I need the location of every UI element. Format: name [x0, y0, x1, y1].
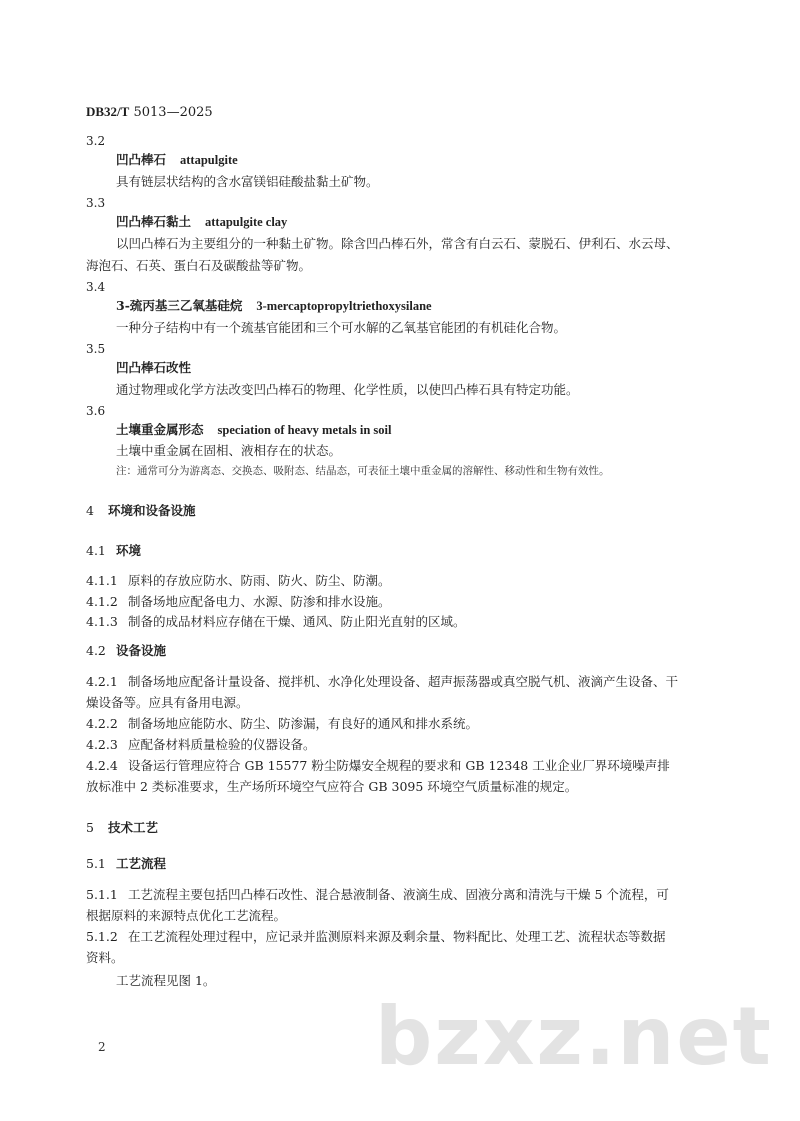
clause-text-cont: 根据原料的来源特点优化工艺流程。 [86, 908, 287, 923]
term-definition: 土壤中重金属在固相、液相存在的状态。 [116, 443, 342, 458]
clause [86, 573, 391, 589]
term-cn: 3-巯丙基三乙氧基硅烷 [116, 298, 243, 313]
watermark: bzxz.net [375, 990, 773, 1083]
clause [86, 674, 678, 690]
term-en: speciation of heavy metals in soil [217, 423, 392, 437]
term-number: 3.4 [86, 280, 106, 294]
clause-number: 4.2.1 [86, 674, 118, 689]
clause [86, 594, 391, 610]
clause-number: 4.2.3 [86, 737, 118, 752]
term-definition: 以凹凸棒石为主要组分的一种黏土矿物。除含凹凸棒石外，常含有白云石、蒙脱石、伊利石、水云母、 [116, 236, 679, 251]
standard-code-header [86, 104, 213, 120]
clause-number: 4.2.2 [86, 716, 118, 731]
clause [86, 737, 316, 753]
clause-text: 制备的成品材料应存储在干燥、通风、防止阳光直射的区域。 [128, 614, 466, 629]
clause-number: 5.1.1 [86, 887, 118, 902]
clause-text: 制备场地应能防水、防尘、防渗漏，有良好的通风和排水系统。 [128, 716, 479, 731]
term-heading [116, 214, 287, 230]
clause-text-cont: 燥设备等。应具有备用电源。 [86, 695, 249, 710]
subsection-number: 4.2 [86, 643, 106, 658]
term-definition-cont: 海泡石、石英、蛋白石及碳酸盐等矿物。 [86, 258, 312, 273]
section-heading [86, 503, 196, 519]
clause [86, 716, 478, 732]
subsection-number: 4.1 [86, 543, 106, 558]
clause-number: 4.1.1 [86, 573, 118, 588]
term-number: 3.2 [86, 134, 106, 148]
term-note: 注：通常可分为游离态、交换态、吸附态、结晶态，可表征土壤中重金属的溶解性、移动性和生物有效性。 [116, 465, 610, 477]
term-heading [116, 152, 238, 168]
clause-text-cont: 资料。 [86, 950, 124, 965]
subsection-title: 设备设施 [116, 643, 167, 658]
term-heading [116, 298, 432, 314]
clause [86, 929, 666, 945]
term-cn: 凹凸棒石改性 [116, 360, 192, 375]
term-cn: 凹凸棒石黏土 [116, 214, 192, 229]
section-title: 技术工艺 [108, 820, 159, 835]
subsection-title: 环境 [116, 543, 142, 558]
page-number: 2 [98, 1040, 106, 1054]
subsection-heading [86, 856, 166, 872]
subsection-title: 工艺流程 [116, 856, 167, 871]
term-number: 3.6 [86, 404, 106, 418]
clause [86, 887, 669, 903]
clause [86, 758, 670, 774]
term-cn: 凹凸棒石 [116, 152, 167, 167]
clause-number: 4.1.2 [86, 594, 118, 609]
term-number: 3.5 [86, 342, 106, 356]
clause-text: 工艺流程主要包括凹凸棒石改性、混合悬液制备、液滴生成、固液分离和清洗与干燥 5 个流程，可 [128, 887, 669, 902]
standard-code-prefix: DB32/T [86, 104, 130, 119]
clause-number: 5.1.2 [86, 929, 118, 944]
term-heading [116, 422, 391, 438]
clause-text: 在工艺流程处理过程中，应记录并监测原料来源及剩余量、物料配比、处理工艺、流程状态等数据 [128, 929, 666, 944]
subsection-number: 5.1 [86, 856, 106, 871]
clause-text: 应配备材料质量检验的仪器设备。 [128, 737, 316, 752]
clause-text: 原料的存放应防水、防雨、防火、防尘、防潮。 [128, 573, 391, 588]
term-en: attapulgite clay [205, 215, 288, 229]
section-number: 4 [86, 503, 94, 518]
term-heading [116, 360, 191, 376]
section-title: 环境和设备设施 [108, 503, 196, 518]
subsection-heading [86, 543, 141, 559]
clause-number: 4.1.3 [86, 614, 118, 629]
term-definition: 一种分子结构中有一个巯基官能团和三个可水解的乙氧基官能团的有机硅化合物。 [116, 320, 567, 335]
clause [86, 614, 466, 630]
clause-text: 制备场地应配备计量设备、搅拌机、水净化处理设备、超声振荡器或真空脱气机、液滴产生设备、干 [128, 674, 679, 689]
term-cn: 土壤重金属形态 [116, 422, 204, 437]
term-number: 3.3 [86, 196, 106, 210]
clause-number: 4.2.4 [86, 758, 118, 773]
term-en: attapulgite [180, 153, 238, 167]
standard-code-number: 5013—2025 [133, 105, 213, 120]
clause-text-cont: 放标准中 2 类标准要求，生产场所环境空气应符合 GB 3095 环境空气质量标准的规定。 [86, 779, 578, 794]
clause-text: 设备运行管理应符合 GB 15577 粉尘防爆安全规程的要求和 GB 12348 工业企业厂界环境噪声排 [128, 758, 670, 773]
section-number: 5 [86, 820, 94, 835]
clause-text: 制备场地应配备电力、水源、防渗和排水设施。 [128, 594, 391, 609]
term-definition: 具有链层状结构的含水富镁铝硅酸盐黏土矿物。 [116, 174, 379, 189]
subsection-heading [86, 643, 166, 659]
section-heading [86, 820, 158, 836]
term-definition: 通过物理或化学方法改变凹凸棒石的物理、化学性质，以使凹凸棒石具有特定功能。 [116, 382, 579, 397]
term-en: 3-mercaptopropyltriethoxysilane [256, 299, 432, 313]
figure-reference: 工艺流程见图 1。 [116, 973, 216, 988]
